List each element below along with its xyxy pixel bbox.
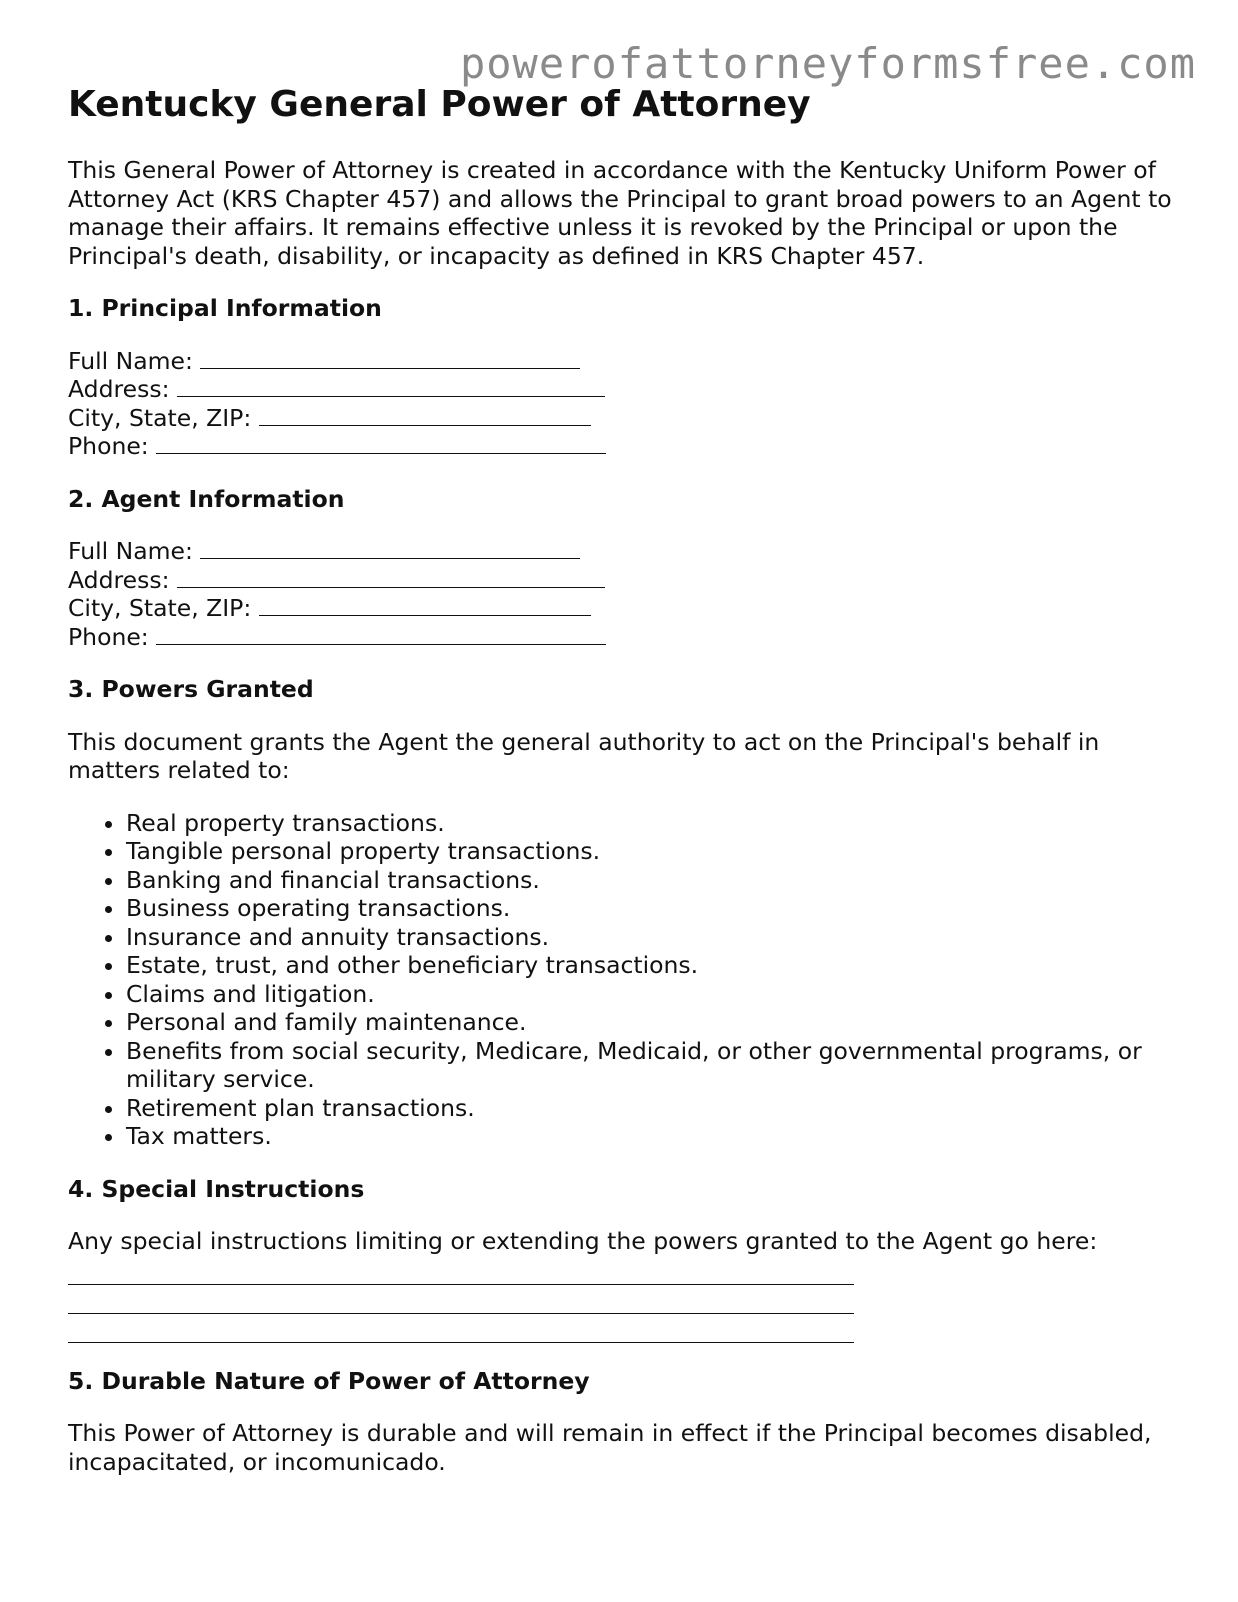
intro-paragraph: This General Power of Attorney is created in accordance with the Kentucky Uniform Power of Attorney Act (KRS Chapter 457) and allows the Principal to grant broad powers to an Agent to manage their affairs. It remains effective unless it is revoked by the Principal or upon the Principal's death, disability, or incapacity as defined in KRS Chapter 457. bbox=[68, 156, 1172, 270]
agent-full-name-label: Full Name: bbox=[68, 537, 193, 565]
special-instruction-line[interactable] bbox=[68, 1258, 854, 1285]
agent-fields bbox=[68, 537, 1178, 651]
principal-phone-blank[interactable] bbox=[156, 433, 606, 454]
list-item: • Retirement plan transactions. bbox=[126, 1094, 1178, 1123]
special-text: Any special instructions limiting or extending the powers granted to the Agent go here: bbox=[68, 1227, 1098, 1255]
agent-phone-row bbox=[68, 623, 1178, 652]
document-body bbox=[68, 80, 1178, 1476]
principal-fields bbox=[68, 347, 1178, 461]
agent-address-label: Address: bbox=[68, 565, 170, 594]
agent-city-blank[interactable] bbox=[259, 595, 591, 616]
list-item: • Benefits from social security, Medicare, Medicaid, or other governmental programs, or military service. bbox=[126, 1037, 1178, 1094]
powers-list bbox=[68, 809, 1178, 1151]
principal-full-name-row bbox=[68, 347, 1178, 376]
special-instruction-line[interactable] bbox=[68, 1316, 854, 1343]
list-item: • Real property transactions. bbox=[126, 809, 1178, 838]
principal-full-name-blank[interactable] bbox=[200, 348, 580, 369]
principal-address-label: Address: bbox=[68, 375, 170, 403]
durable-text: This Power of Attorney is durable and will remain in effect if the Principal becomes disabled, incapacitated, or incomunicado. bbox=[68, 1419, 1152, 1476]
document-title: Kentucky General Power of Attorney bbox=[68, 84, 811, 125]
agent-address-row bbox=[68, 566, 1178, 595]
list-item: • Claims and litigation. bbox=[126, 980, 1178, 1009]
list-item: • Insurance and annuity transactions. bbox=[126, 923, 1178, 952]
agent-phone-label: Phone: bbox=[68, 622, 149, 651]
agent-city-label: City, State, ZIP: bbox=[68, 594, 252, 622]
list-item: • Banking and financial transactions. bbox=[126, 866, 1178, 895]
agent-full-name-row bbox=[68, 537, 1178, 566]
agent-heading: 2. Agent Information bbox=[68, 484, 345, 513]
principal-city-blank[interactable] bbox=[259, 405, 591, 426]
list-item: • Personal and family maintenance. bbox=[126, 1008, 1178, 1037]
principal-city-label: City, State, ZIP: bbox=[68, 403, 252, 432]
powers-intro: This document grants the Agent the general authority to act on the Principal's behalf in matters related to: bbox=[68, 727, 1100, 784]
agent-full-name-blank[interactable] bbox=[200, 538, 580, 559]
principal-full-name-label: Full Name: bbox=[68, 346, 193, 375]
agent-address-blank[interactable] bbox=[177, 567, 605, 588]
special-instructions-lines bbox=[68, 1258, 1178, 1343]
principal-heading: 1. Principal Information bbox=[68, 294, 382, 322]
list-item: • Tax matters. bbox=[126, 1122, 1178, 1151]
principal-phone-row bbox=[68, 432, 1178, 461]
powers-heading: 3. Powers Granted bbox=[68, 675, 314, 703]
principal-city-row bbox=[68, 404, 1178, 433]
watermark: powerofattorneyformsfree.com bbox=[459, 39, 1196, 88]
agent-city-row bbox=[68, 594, 1178, 623]
principal-address-row bbox=[68, 375, 1178, 404]
list-item: • Estate, trust, and other beneficiary transactions. bbox=[126, 951, 1178, 980]
principal-phone-label: Phone: bbox=[68, 432, 149, 460]
special-instruction-line[interactable] bbox=[68, 1287, 854, 1314]
list-item: • Tangible personal property transactions. bbox=[126, 837, 1178, 866]
principal-address-blank[interactable] bbox=[177, 376, 605, 397]
durable-heading: 5. Durable Nature of Power of Attorney bbox=[68, 1366, 590, 1395]
agent-phone-blank[interactable] bbox=[156, 624, 606, 645]
list-item: • Business operating transactions. bbox=[126, 894, 1178, 923]
special-heading: 4. Special Instructions bbox=[68, 1174, 365, 1203]
